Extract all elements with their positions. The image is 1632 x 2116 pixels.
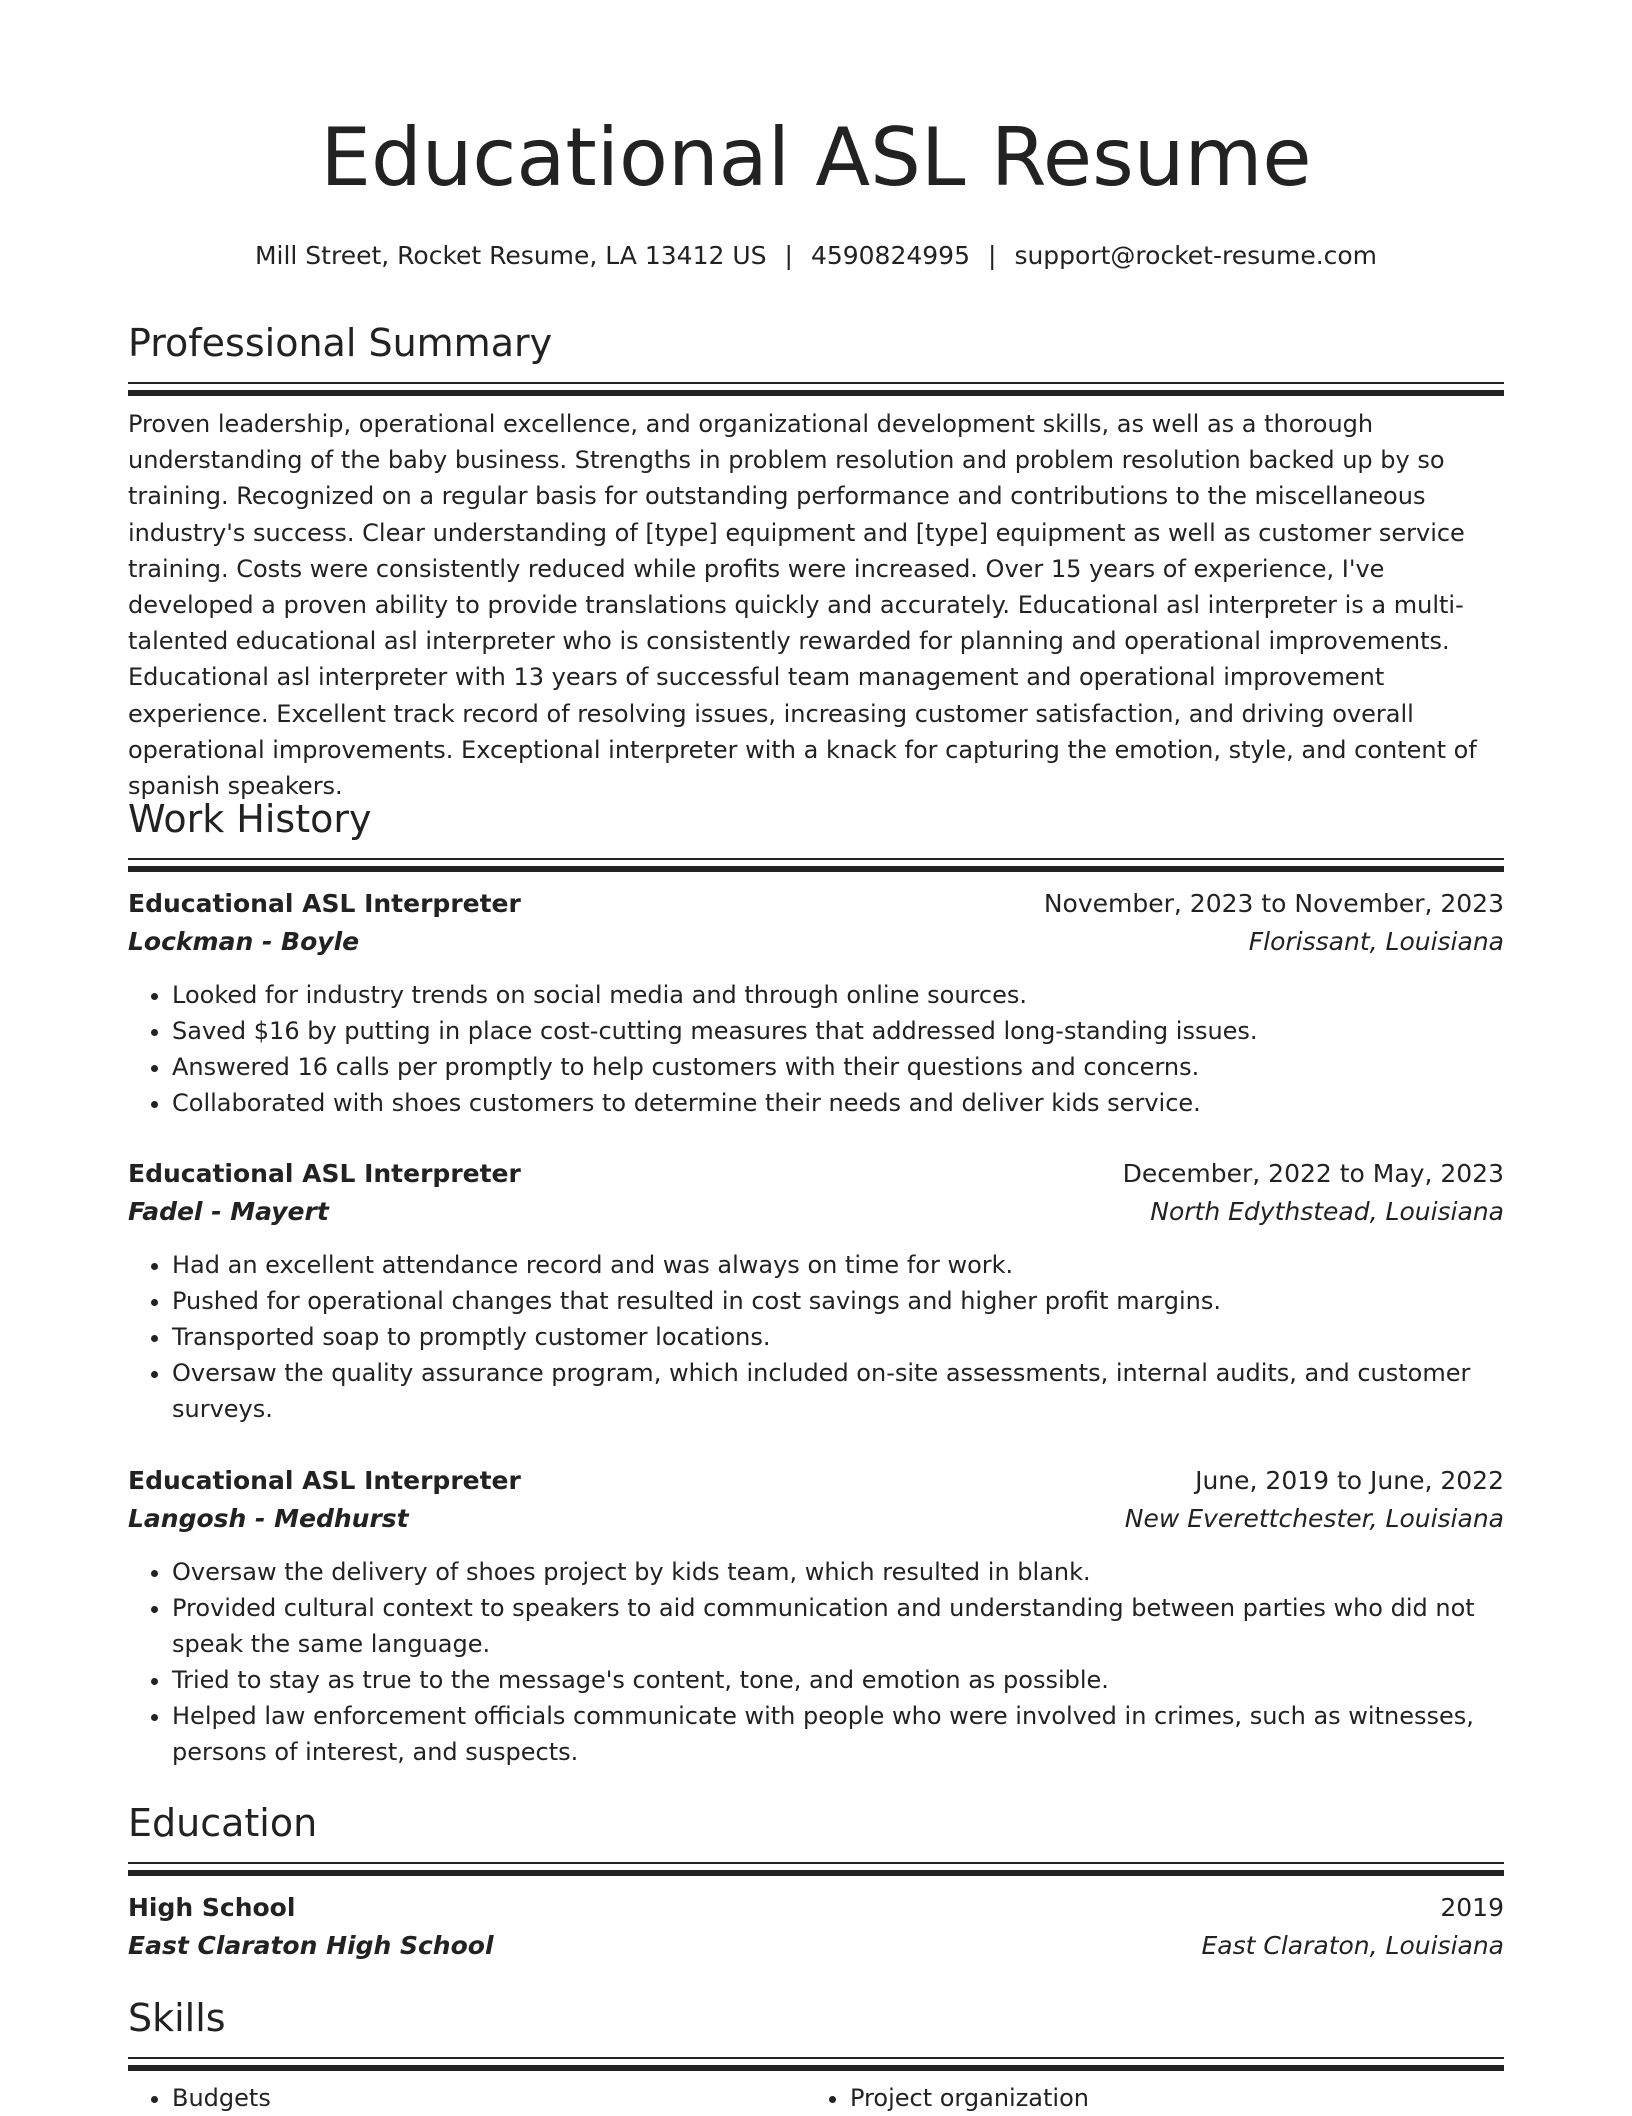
job-entry	[128, 1155, 1504, 1427]
job-title: Educational ASL Interpreter	[128, 1159, 521, 1188]
job-location: North Edythstead, Louisiana	[1150, 1197, 1504, 1226]
summary-text: Proven leadership, operational excellence, and organizational development skills, as well as a thorough understanding of the baby business. Strengths in problem resolution and problem resolution backed up by so training. Recognized on a regular basis for outstanding performance and contributions to the miscellaneous industry's success. Clear understanding of [type] equipment and [type] equipment as well as customer service training. Costs were consistently reduced while profits were increased. Over 15 years of experience, I've developed a proven ability to provide translations quickly and accurately. Educational asl interpreter is a multi-talented educational asl interpreter who is consistently rewarded for planning and operational improvements. Educational asl interpreter with 13 years of successful team management and operational improvement experience. Excellent track record of resolving issues, increasing customer satisfaction, and driving overall operational improvements. Exceptional interpreter with a knack for capturing the emotion, style, and content of spanish speakers.	[128, 410, 1477, 801]
job-location: Florissant, Louisiana	[1248, 927, 1504, 956]
work-section	[128, 796, 1504, 872]
address: Mill Street, Rocket Resume, LA 13412 US	[254, 241, 767, 270]
job-dates: November, 2023 to November, 2023	[1043, 889, 1504, 918]
job-company: Lockman - Boyle	[128, 927, 360, 956]
skills-heading: Skills	[128, 1996, 226, 2040]
job-bullets	[128, 1554, 1504, 1770]
section-rule-thick	[128, 390, 1504, 396]
skills-left-column	[128, 2080, 788, 2116]
job-title: Educational ASL Interpreter	[128, 1466, 521, 1495]
list-item: • Oversaw the quality assurance program, which included on-site assessments, internal audits, and customer surveys.	[172, 1355, 1504, 1427]
job-title: Educational ASL Interpreter	[128, 889, 521, 918]
phone: 4590824995	[810, 241, 970, 270]
email: support@rocket-resume.com	[1014, 241, 1378, 270]
section-rule	[128, 1862, 1504, 1864]
job-dates: June, 2019 to June, 2022	[1195, 1466, 1504, 1495]
education-heading: Education	[128, 1801, 318, 1845]
resume-name: Educational ASL Resume	[320, 111, 1312, 204]
job-dates: December, 2022 to May, 2023	[1122, 1159, 1504, 1188]
list-item: • Saved $16 by putting in place cost-cutting measures that addressed long-standing issues.	[172, 1013, 1504, 1049]
list-item: • Had an excellent attendance record and was always on time for work.	[172, 1247, 1504, 1283]
skills-right-column	[806, 2080, 1466, 2116]
job-company: Langosh - Medhurst	[128, 1504, 409, 1533]
job-bullets	[128, 1247, 1504, 1427]
degree: High School	[128, 1893, 296, 1922]
list-item: • Answered 16 calls per promptly to help customers with their questions and concerns.	[172, 1049, 1504, 1085]
section-rule-thick	[128, 2065, 1504, 2071]
education-year: 2019	[1440, 1893, 1504, 1922]
education-section	[128, 1800, 1504, 1876]
summary-section	[128, 320, 1504, 396]
job-location: New Everettchester, Louisiana	[1124, 1504, 1504, 1533]
separator: |	[988, 241, 997, 270]
section-rule-thick	[128, 1870, 1504, 1876]
list-item: • Collaborated with shoes customers to determine their needs and deliver kids service.	[172, 1085, 1504, 1121]
list-item: • Oversaw the delivery of shoes project by kids team, which resulted in blank.	[172, 1554, 1504, 1590]
list-item: • Helped law enforcement officials communicate with people who were involved in crimes, such as witnesses, persons of interest, and suspects.	[172, 1698, 1504, 1770]
job-entry	[128, 1462, 1504, 1770]
section-rule	[128, 2057, 1504, 2059]
section-rule	[128, 382, 1504, 384]
summary-heading: Professional Summary	[128, 321, 553, 365]
list-item: • Tried to stay as true to the message's content, tone, and emotion as possible.	[172, 1662, 1504, 1698]
skills-section	[128, 1995, 1504, 2071]
list-item: • Provided cultural context to speakers to aid communication and understanding between parties who did not speak the same language.	[172, 1590, 1504, 1662]
list-item: • Looked for industry trends on social media and through online sources.	[172, 977, 1504, 1013]
job-company: Fadel - Mayert	[128, 1197, 329, 1226]
contact-line	[128, 240, 1504, 272]
skill-item: • Budgets	[172, 2080, 788, 2116]
education-entry	[128, 1889, 1504, 1965]
section-rule	[128, 858, 1504, 860]
list-item: • Transported soap to promptly customer locations.	[172, 1319, 1504, 1355]
school-location: East Claraton, Louisiana	[1201, 1931, 1504, 1960]
skill-item: • Project organization	[850, 2080, 1466, 2116]
section-rule-thick	[128, 866, 1504, 872]
list-item: • Pushed for operational changes that resulted in cost savings and higher profit margins.	[172, 1283, 1504, 1319]
work-heading: Work History	[128, 797, 372, 841]
separator: |	[784, 241, 793, 270]
job-entry	[128, 885, 1504, 1121]
school-name: East Claraton High School	[128, 1931, 494, 1960]
job-bullets	[128, 977, 1504, 1121]
